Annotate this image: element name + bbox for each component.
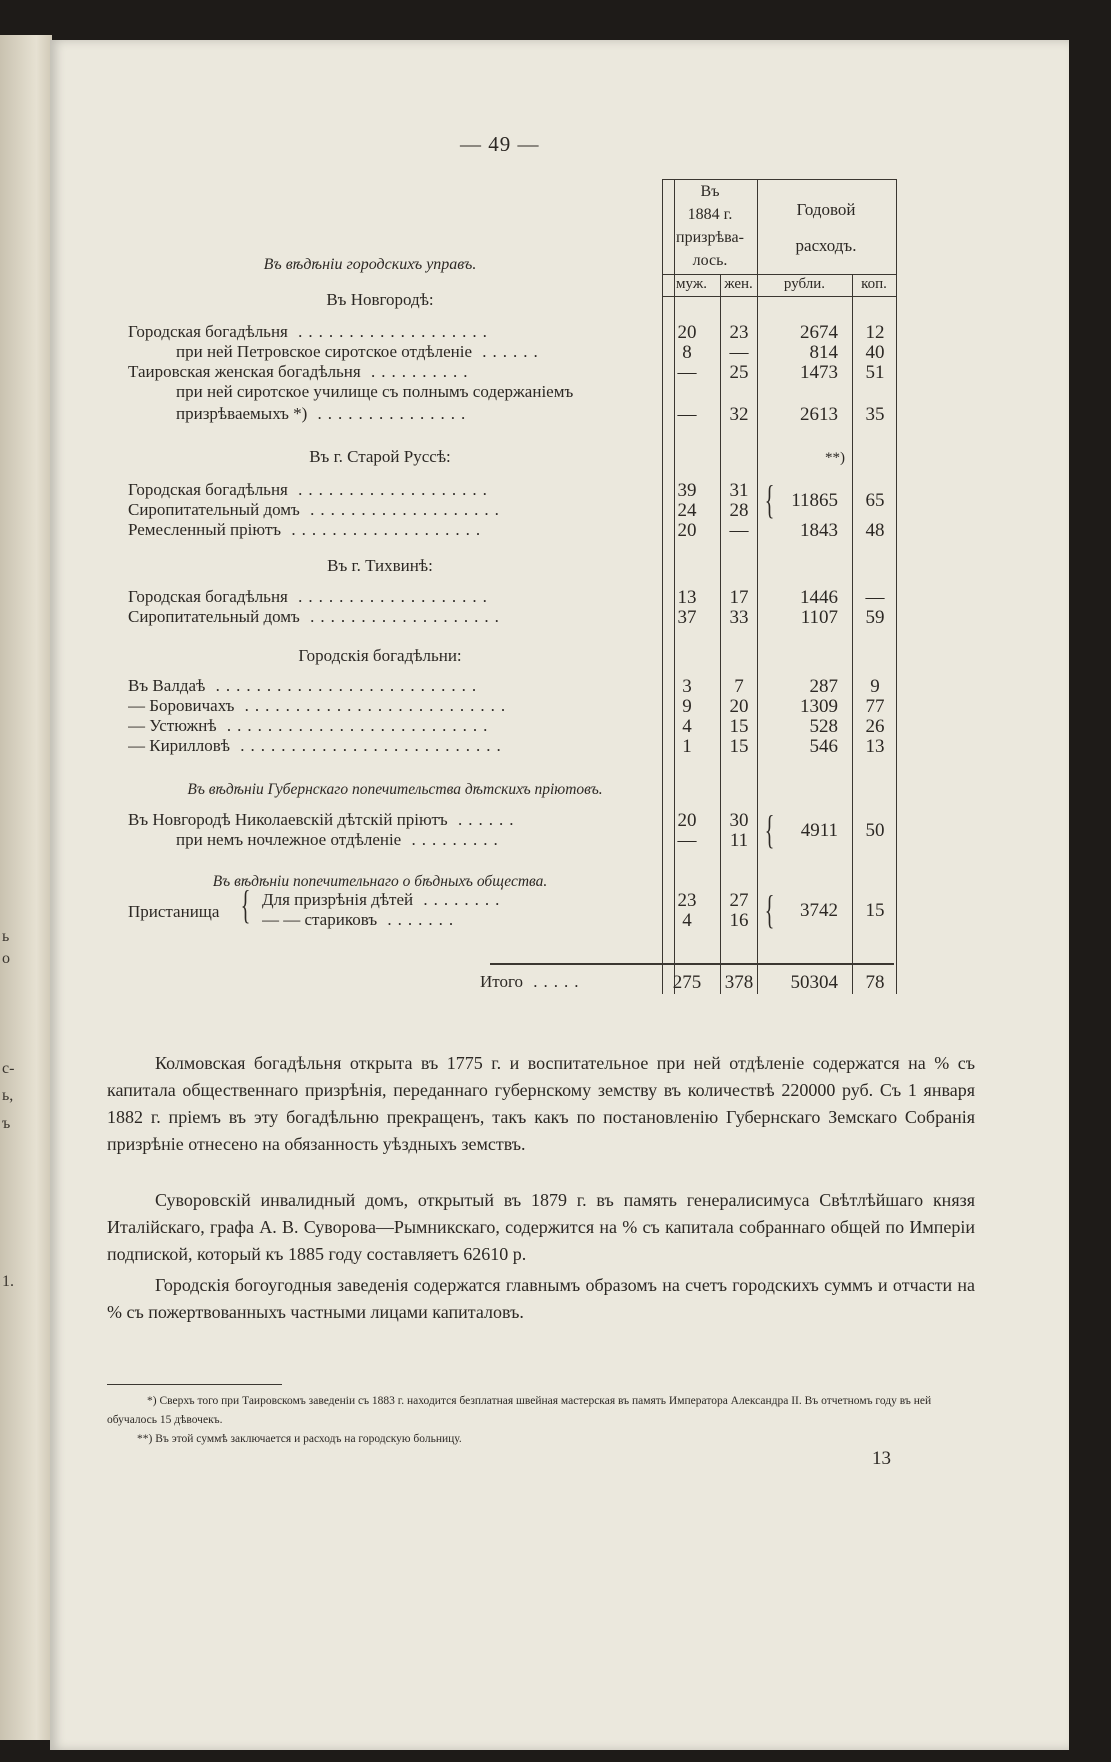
- table-cell: 28: [729, 500, 749, 521]
- total-cell: 378: [724, 972, 754, 993]
- row-label: Ремесленный пріютъ ...................: [128, 520, 487, 539]
- row-label: Городская богадѣльня ...................: [128, 480, 493, 499]
- paragraph: Колмовская богадѣльня открыта въ 1775 г. и воспитательное при ней отдѣленіе содержатся на % съ капитала общественнаго призрѣнія, переданнаго губернскому земству въ количествѣ 220000 руб. Съ 1 января 1882 г. пріемъ въ эту богадѣльню прекращенъ, такъ какъ по постановленію Губернскаго Земскаго Собранія призрѣніе отнесено на обязанность уѣздныхъ земствъ.: [107, 1053, 975, 1154]
- table-cell: 23: [677, 890, 697, 911]
- document-page: [50, 40, 1069, 1750]
- paragraph: Суворовскій инвалидный домъ, открытый въ 1879 г. въ память генералисимуса Свѣтлѣйшаго князя Италійскаго, графа А. В. Суворова—Рымникскаго, содержится на % съ капитала собраннаго общей по Имперіи подпиской, который къ 1885 году составляетъ 62610 р.: [107, 1190, 975, 1264]
- left-fragment: ь: [2, 928, 10, 945]
- table-cell: 1309: [800, 696, 838, 717]
- row-label: Пристанища: [128, 902, 220, 921]
- table-cell: 1446: [800, 587, 838, 608]
- row-label: Городская богадѣльня ...................: [128, 587, 493, 606]
- brace-mark: {: [240, 882, 251, 927]
- table-cell: 9: [682, 696, 692, 717]
- table-cell: 2674: [800, 322, 838, 343]
- row-label: — Кирилловѣ ..........................: [128, 736, 507, 755]
- table-cell: 9: [870, 676, 880, 697]
- table-cell: 50: [865, 820, 885, 841]
- table-cell: 528: [809, 716, 838, 737]
- table-cell: —: [729, 520, 749, 541]
- table-cell: 32: [729, 404, 749, 425]
- row-label: Таировская женская богадѣльня ..........: [128, 362, 474, 381]
- table-cell: 77: [865, 696, 885, 717]
- table-cell: 4: [682, 910, 692, 931]
- total-cell: 78: [865, 972, 885, 993]
- header-cell: Годовой расходъ.: [795, 200, 857, 255]
- table-cell: 15: [729, 736, 749, 757]
- section-heading: Въ вѣдѣніи Губернскаго попечительства дѣтскихъ пріютовъ.: [187, 781, 603, 798]
- table-cell: 20: [677, 322, 697, 343]
- table-cell: 24: [677, 500, 697, 521]
- row-label: — — стариковъ .......: [262, 910, 460, 929]
- table-cell: 40: [865, 342, 885, 363]
- header-subcell: муж.: [676, 276, 707, 292]
- table-cell: 15: [865, 900, 885, 921]
- total-cell: 50304: [790, 972, 838, 993]
- footnote: **) Въ этой суммѣ заключается и расходъ на городскую больницу.: [137, 1433, 462, 1445]
- left-fragment: 1.: [2, 1273, 14, 1290]
- table-cell: —: [677, 830, 697, 851]
- table-cell: 4: [682, 716, 692, 737]
- footnote-rule: [107, 1384, 282, 1385]
- table-cell: 16: [729, 910, 749, 931]
- table-cell: 35: [865, 404, 885, 425]
- table-cell: 1107: [800, 607, 838, 628]
- table-cell: 1: [682, 736, 692, 757]
- table-cell: 33: [729, 607, 749, 628]
- left-fragment: ь,: [2, 1087, 14, 1104]
- table-cell: —: [677, 362, 697, 383]
- section-heading: Въ г. Старой Руссѣ:: [309, 447, 451, 466]
- row-label: при ней сиротское училище съ полнымъ содержаніемъ: [176, 382, 574, 401]
- table-rule: [662, 296, 896, 297]
- table-cell: 20: [677, 810, 697, 831]
- table-cell: —: [865, 587, 885, 608]
- row-label: Для призрѣнія дѣтей ........: [262, 890, 506, 909]
- table-cell: 39: [677, 480, 697, 501]
- table-cell: 13: [677, 587, 697, 608]
- left-fragment: о: [2, 950, 10, 967]
- row-label: Сиропитательный домъ ...................: [128, 607, 505, 626]
- brace-mark: {: [764, 807, 775, 852]
- header-subcell: рубли.: [783, 276, 826, 292]
- row-label: Въ Новгородѣ Николаевскій дѣтскій пріютъ ......: [128, 810, 520, 829]
- table-cell: 7: [734, 676, 744, 697]
- header-subcell: коп.: [861, 276, 887, 292]
- section-heading: Въ Новгородѣ:: [326, 290, 434, 309]
- header-subcell: жен.: [724, 276, 753, 292]
- table-cell: 4911: [800, 820, 838, 841]
- brace-mark: {: [764, 887, 775, 932]
- table-cell: 27: [729, 890, 749, 911]
- row-label: — Устюжнѣ ..........................: [128, 716, 494, 735]
- footnote: *) Сверхъ того при Таировскомъ заведеніи съ 1883 г. находится безплатная швейная мастерская въ память Императора Александра II. Въ отчетномъ году въ ней обучалось 15 дѣвочекъ.: [107, 1395, 932, 1426]
- table-cell: 814: [809, 342, 838, 363]
- table-cell: 2613: [800, 404, 838, 425]
- table-cell: 23: [729, 322, 749, 343]
- table-cell: 3742: [800, 900, 838, 921]
- table-cell: 17: [729, 587, 749, 608]
- row-label: Городская богадѣльня ...................: [128, 322, 493, 341]
- brace-mark: {: [764, 477, 775, 522]
- footnote-mark: **): [825, 450, 845, 466]
- row-label: при ней Петровское сиротское отдѣленіе ......: [176, 342, 544, 361]
- table-cell: 13: [865, 736, 885, 757]
- table-cell: 48: [865, 520, 885, 541]
- row-label: Въ Валдаѣ ..........................: [128, 676, 483, 695]
- table-cell: 15: [729, 716, 749, 737]
- table-cell: 51: [865, 362, 885, 383]
- left-fragment: ъ: [2, 1115, 11, 1132]
- table-rule: [490, 963, 894, 965]
- table-cell: 546: [809, 736, 838, 757]
- page-number: — 49 —: [460, 132, 540, 156]
- total-cell: 275: [672, 972, 702, 993]
- header-cell: Въ 1884 г. призрѣва- лось.: [676, 183, 744, 269]
- table-cell: 26: [865, 716, 885, 737]
- table-cell: 8: [682, 342, 692, 363]
- table-cell: 59: [865, 607, 885, 628]
- table-cell: 20: [729, 696, 749, 717]
- table-cell: 1843: [800, 520, 838, 541]
- table-cell: 65: [865, 490, 885, 511]
- table-title: Въ вѣдѣніи городскихъ управъ.: [263, 256, 477, 273]
- section-heading: Въ г. Тихвинѣ:: [327, 556, 433, 575]
- table-cell: 30: [729, 810, 749, 831]
- section-heading: Въ вѣдѣніи попечительнаго о бѣдныхъ общества.: [212, 873, 548, 890]
- paragraph: Городскія богоугодныя заведенія содержатся главнымъ образомъ на счетъ городскихъ суммъ и отчасти на % съ пожертвованныхъ частными лицами капиталовъ.: [107, 1275, 975, 1322]
- row-label: — Боровичахъ ..........................: [128, 696, 512, 715]
- left-fragment: с-: [2, 1060, 15, 1077]
- table-cell: 11865: [791, 490, 838, 511]
- row-label: Сиропитательный домъ ...................: [128, 500, 505, 519]
- table-cell: 20: [677, 520, 697, 541]
- table-cell: 3: [682, 676, 692, 697]
- table-cell: 37: [677, 607, 697, 628]
- table-cell: —: [729, 342, 749, 363]
- section-heading: Городскія богадѣльни:: [298, 646, 462, 665]
- table-cell: —: [677, 404, 697, 425]
- sheet-number: 13: [872, 1448, 891, 1469]
- table-cell: 287: [809, 676, 838, 697]
- left-page-edge: [0, 35, 52, 1740]
- table-cell: 12: [865, 322, 885, 343]
- row-label: при немъ ночлежное отдѣленіе .........: [176, 830, 504, 849]
- total-label: Итого .....: [480, 972, 585, 991]
- row-label: призрѣваемыхъ *) ...............: [176, 404, 472, 423]
- table-cell: 11: [729, 830, 749, 851]
- table-cell: 31: [729, 480, 749, 501]
- table-cell: 1473: [800, 362, 838, 383]
- table-cell: 25: [729, 362, 749, 383]
